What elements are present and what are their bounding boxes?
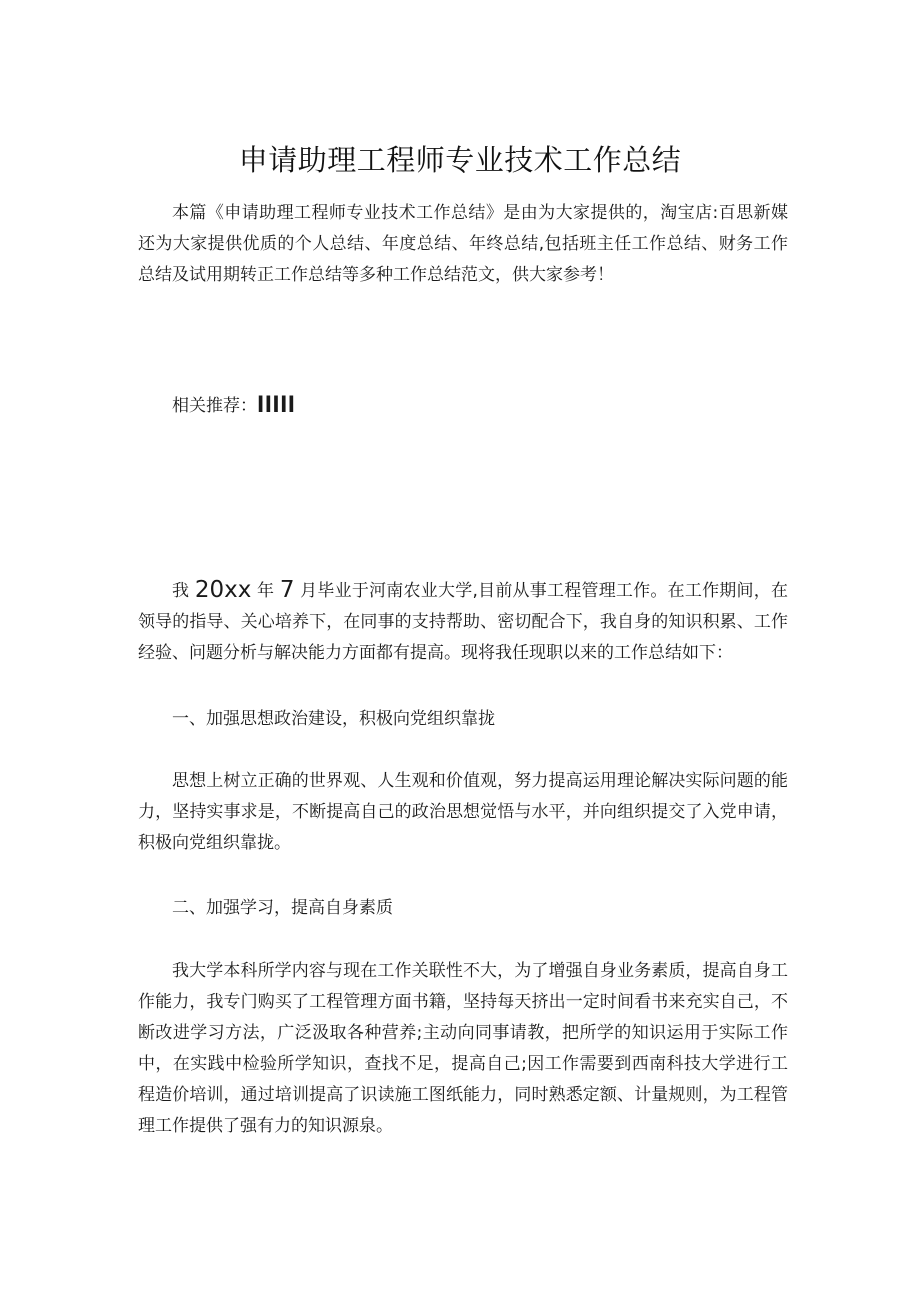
paragraph-1 bbox=[138, 575, 788, 669]
p1-part-b: 年 bbox=[251, 581, 280, 601]
paragraph-3: 我大学本科所学内容与现在工作关联性不大，为了增强自身业务素质，提高自身工作能力，我专门购买了工程管理方面书籍，坚持每天挤出一定时间看书来充实自己，不断改进学习方法，广泛汲取各种营养;主动向同事请教，把所学的知识运用于实际工作中，在实践中检验所学知识，查找不足，提高自己;因工作需要到西南科技大学进行工程造价培训，通过培训提高了识读施工图纸能力，同时熟悉定额、计量规则，为工程管理工作提供了强有力的知识源泉。 bbox=[138, 961, 788, 1136]
related-recommendation bbox=[138, 390, 788, 422]
p1-month: 7 bbox=[279, 577, 295, 603]
intro-paragraph: 本篇《申请助理工程师专业技术工作总结》是由为大家提供的，淘宝店:百思新媒还为大家提供优质的个人总结、年度总结、年终总结,包括班主任工作总结、财务工作总结及试用期转正工作总结等多种工作总结范文，供大家参考！ bbox=[138, 203, 788, 285]
related-links[interactable]: lllll bbox=[257, 393, 296, 417]
paragraph-2: 思想上树立正确的世界观、人生观和价值观，努力提高运用理论解决实际问题的能力，坚持实事求是，不断提高自己的政治思想觉悟与水平，并向组织提交了入党申请，积极向党组织靠拢。 bbox=[138, 771, 788, 853]
p1-year: 20xx bbox=[194, 577, 252, 603]
p1-part-a: 我 bbox=[172, 581, 195, 601]
section-heading-2: 二、加强学习，提高自身素质 bbox=[172, 898, 393, 918]
document-title: 申请助理工程师专业技术工作总结 bbox=[238, 143, 682, 177]
section-heading-1: 一、加强思想政治建设，积极向党组织靠拢 bbox=[172, 709, 495, 729]
p1-part-c: 月毕业于河南农业大学,目前从事工程管理工作。在工作期间，在领导的指导、关心培养下，在同事的支持帮助、密切配合下，我自身的知识积累、工作经验、问题分析与解决能力方面都有提高。现将我任现职以来的工作总结如下： bbox=[138, 581, 788, 663]
related-label: 相关推荐： bbox=[172, 396, 257, 416]
